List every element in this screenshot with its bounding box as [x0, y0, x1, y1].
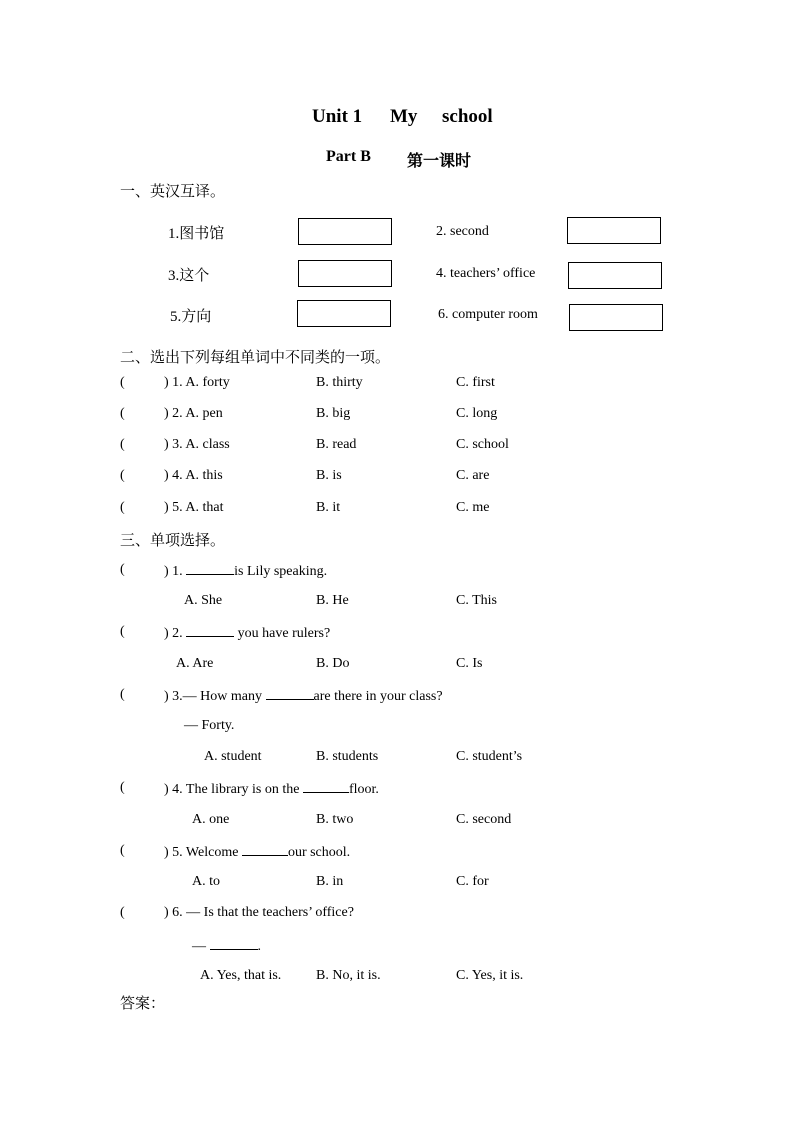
option-b: B. No, it is.: [316, 968, 381, 983]
choice-question-6: ) 6. — Is that the teachers’ office?: [164, 905, 354, 920]
option-c: C. for: [456, 874, 489, 889]
title-unit: Unit 1: [312, 106, 363, 127]
answer-dash: —: [192, 939, 210, 954]
translate-item-4: 4. teachers’ office: [436, 266, 536, 281]
choice-question-1: [164, 562, 327, 580]
option-c: C. Yes, it is.: [456, 968, 524, 983]
answer-bracket[interactable]: (: [120, 905, 125, 920]
question-prefix: ) 4. The library is on the: [164, 782, 303, 797]
option-b: B. Do: [316, 656, 350, 671]
translate-item-3: 3.这个: [168, 268, 210, 284]
option-b: B. in: [316, 874, 344, 889]
question-suffix: are there in your class?: [313, 689, 443, 704]
fill-blank[interactable]: [210, 937, 258, 950]
option-c: C. This: [456, 593, 497, 608]
title-my: My: [390, 106, 418, 127]
question-suffix: you have rulers?: [234, 626, 331, 641]
option-b: B. thirty: [316, 375, 363, 390]
answer-bracket[interactable]: (: [120, 500, 125, 515]
option-c: C. first: [456, 375, 495, 390]
question-suffix: is Lily speaking.: [234, 564, 328, 579]
answer-period: .: [257, 939, 261, 954]
answer-bracket[interactable]: (: [120, 375, 125, 390]
option-b: B. two: [316, 812, 354, 827]
answer-bracket[interactable]: (: [120, 843, 125, 858]
translate-item-5: 5.方向: [170, 309, 212, 325]
option-b: B. He: [316, 593, 349, 608]
answer-box-1[interactable]: [298, 218, 392, 245]
answer-bracket[interactable]: (: [120, 780, 125, 795]
option-c: C. Is: [456, 656, 483, 671]
answer-line: [192, 937, 261, 955]
option-c: C. student’s: [456, 749, 523, 764]
option-c: C. school: [456, 437, 509, 452]
answer-box-2[interactable]: [567, 217, 661, 244]
answer-box-6[interactable]: [569, 304, 663, 331]
translate-item-1: 1.图书馆: [168, 226, 225, 242]
option-b: B. is: [316, 468, 342, 483]
answer-box-5[interactable]: [297, 300, 391, 327]
answer-bracket[interactable]: (: [120, 468, 125, 483]
option-b: B. students: [316, 749, 379, 764]
option-c: C. are: [456, 468, 490, 483]
option-c: C. long: [456, 406, 498, 421]
question-text: ) 4. A. this: [164, 468, 223, 483]
answer-bracket[interactable]: (: [120, 624, 125, 639]
choice-question-4: [164, 780, 379, 798]
fill-blank[interactable]: [186, 624, 234, 637]
question-prefix: ) 2.: [164, 626, 187, 641]
question-text: ) 3. A. class: [164, 437, 230, 452]
option-a: A. student: [204, 749, 262, 764]
fill-blank[interactable]: [266, 687, 314, 700]
subtitle-part: Part B: [326, 148, 371, 165]
option-a: A. one: [192, 812, 230, 827]
option-b: B. read: [316, 437, 357, 452]
answer-bracket[interactable]: (: [120, 687, 125, 702]
option-a: A. She: [184, 593, 223, 608]
translate-item-2: 2. second: [436, 224, 489, 239]
choice-question-3: [164, 687, 443, 705]
option-a: A. Yes, that is.: [200, 968, 282, 983]
answers-label: 答案：: [120, 996, 166, 1012]
title-school: school: [442, 106, 493, 127]
fill-blank[interactable]: [303, 780, 349, 793]
fill-blank[interactable]: [186, 562, 234, 575]
option-c: C. second: [456, 812, 512, 827]
answer-bracket[interactable]: (: [120, 562, 125, 577]
option-a: A. to: [192, 874, 220, 889]
answer-line: — Forty.: [184, 718, 235, 733]
answer-bracket[interactable]: (: [120, 406, 125, 421]
section-3-heading: 三、单项选择。: [120, 533, 226, 549]
section-1-heading: 一、英汉互译。: [120, 184, 226, 200]
option-b: B. it: [316, 500, 341, 515]
option-c: C. me: [456, 500, 490, 515]
question-suffix: our school.: [287, 845, 351, 860]
question-suffix: floor.: [348, 782, 379, 797]
question-text: ) 5. A. that: [164, 500, 224, 515]
answer-box-4[interactable]: [568, 262, 662, 289]
answer-bracket[interactable]: (: [120, 437, 125, 452]
question-prefix: ) 1.: [164, 564, 187, 579]
question-text: ) 2. A. pen: [164, 406, 223, 421]
question-prefix: ) 3.— How many: [164, 689, 266, 704]
choice-question-2: [164, 624, 330, 642]
fill-blank[interactable]: [242, 843, 288, 856]
option-b: B. big: [316, 406, 351, 421]
section-2-heading: 二、选出下列每组单词中不同类的一项。: [120, 350, 391, 366]
question-text: ) 1. A. forty: [164, 375, 230, 390]
question-prefix: ) 5. Welcome: [164, 845, 242, 860]
answer-box-3[interactable]: [298, 260, 392, 287]
translate-item-6: 6. computer room: [438, 307, 538, 322]
subtitle-lesson: 第一课时: [407, 153, 472, 170]
option-a: A. Are: [176, 656, 214, 671]
choice-question-5: [164, 843, 350, 861]
